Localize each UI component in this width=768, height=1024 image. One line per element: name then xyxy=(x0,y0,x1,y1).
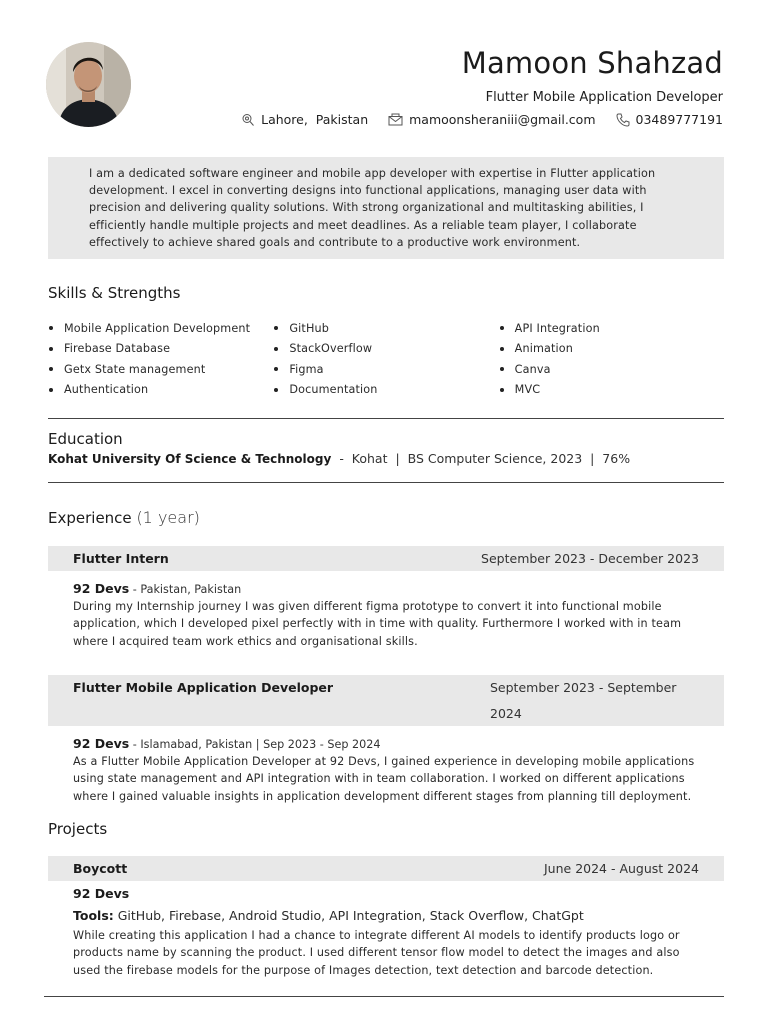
employer-location: - Pakistan, Pakistan xyxy=(129,583,242,596)
projects-heading: Projects xyxy=(48,820,108,838)
job-dates: September 2023 - December 2023 xyxy=(481,551,699,566)
job-dates-continued: 2024 xyxy=(490,706,522,721)
skill-item: Mobile Application Development xyxy=(48,318,273,339)
email-icon xyxy=(388,113,403,126)
skills-list xyxy=(48,318,724,400)
skills-column-1 xyxy=(48,318,273,400)
skill-item: GitHub xyxy=(273,318,498,339)
job-title: Flutter Mobile Application Developer xyxy=(73,680,334,695)
phone-text[interactable]: 03489777191 xyxy=(635,112,723,127)
employer-name: 92 Devs xyxy=(73,581,130,596)
school-name: Kohat University Of Science & Technology xyxy=(48,451,332,466)
skill-item: API Integration xyxy=(499,318,724,339)
skill-item: Animation xyxy=(499,339,724,360)
skill-item: Getx State management xyxy=(48,359,273,380)
job-title: Flutter Intern xyxy=(73,551,169,566)
phone-icon xyxy=(616,113,630,127)
employer-location: - Islamabad, Pakistan | Sep 2023 - Sep 2024 xyxy=(129,738,381,751)
divider xyxy=(48,482,724,483)
contact-email[interactable] xyxy=(388,112,595,127)
divider xyxy=(44,996,724,997)
skill-item: Figma xyxy=(273,359,498,380)
contact-location xyxy=(241,112,368,127)
education-entry xyxy=(48,451,630,466)
employer xyxy=(73,581,241,596)
candidate-name: Mamoon Shahzad xyxy=(461,46,723,80)
education-details: - Kohat | BS Computer Science, 2023 | 76% xyxy=(339,451,631,466)
divider xyxy=(48,418,724,419)
experience-bar xyxy=(48,675,724,726)
project-dates: June 2024 - August 2024 xyxy=(544,861,699,876)
skill-item: Firebase Database xyxy=(48,339,273,360)
skills-column-3 xyxy=(499,318,724,400)
job-description: During my Internship journey I was given different figma prototype to convert it into functional mobile application, which I developed pixel perfectly with in time with quality. Furthermore I worked with in team where I acquired team work ethics and organisational skills. xyxy=(73,600,682,648)
candidate-role: Flutter Mobile Application Developer xyxy=(485,90,723,105)
skills-column-2 xyxy=(273,318,498,400)
project-title: Boycott xyxy=(73,861,128,876)
summary-text: I am a dedicated software engineer and mobile app developer with expertise in Flutter application development. I excel in converting designs into functional applications, managing user data with precision and delivering quality solutions. With strong organizational and multitasking abilities, I efficiently handle multiple projects and meet deadlines. As a reliable team player, I collaborate effectively to achieve shared goals and contribute to a productive work environment. xyxy=(89,167,656,249)
email-text[interactable]: mamoonsheraniii@gmail.com xyxy=(409,112,596,127)
experience-duration: (1 year) xyxy=(136,508,200,527)
skill-item: Documentation xyxy=(273,380,498,401)
experience-heading xyxy=(48,508,200,527)
profile-photo xyxy=(46,42,131,127)
education-heading: Education xyxy=(48,430,123,448)
tools-list: GitHub, Firebase, Android Studio, API Integration, Stack Overflow, ChatGpt xyxy=(113,908,584,923)
job-description: As a Flutter Mobile Application Developer at 92 Devs, I gained experience in developing mobile applications using state management and API integration with in team collaboration. I worked on different applications where I gained valuable insights in application development different stages from planning till deployment. xyxy=(73,755,695,803)
skills-heading: Skills & Strengths xyxy=(48,284,181,302)
project-tools xyxy=(73,908,584,923)
skill-item: Authentication xyxy=(48,380,273,401)
project-bar xyxy=(48,856,724,881)
skill-item: MVC xyxy=(499,380,724,401)
tools-label: Tools: xyxy=(73,908,114,923)
contact-info xyxy=(241,112,723,127)
employer xyxy=(73,736,380,751)
summary-box xyxy=(48,157,724,259)
experience-title: Experience xyxy=(48,509,132,527)
location-icon xyxy=(241,113,255,127)
location-text: Lahore, Pakistan xyxy=(261,112,369,127)
project-description: While creating this application I had a chance to integrate different AI models to identify products logo or products name by scanning the product. I used different tensor flow model to detect the images and also used the firebase models for the purpose of Images detection, text detection and barcode detection. xyxy=(73,929,680,977)
experience-bar xyxy=(48,546,724,571)
contact-phone[interactable] xyxy=(616,112,723,127)
skill-item: StackOverflow xyxy=(273,339,498,360)
job-dates: September 2023 - September xyxy=(490,680,677,695)
employer-name: 92 Devs xyxy=(73,736,130,751)
project-org: 92 Devs xyxy=(73,886,130,901)
skill-item: Canva xyxy=(499,359,724,380)
